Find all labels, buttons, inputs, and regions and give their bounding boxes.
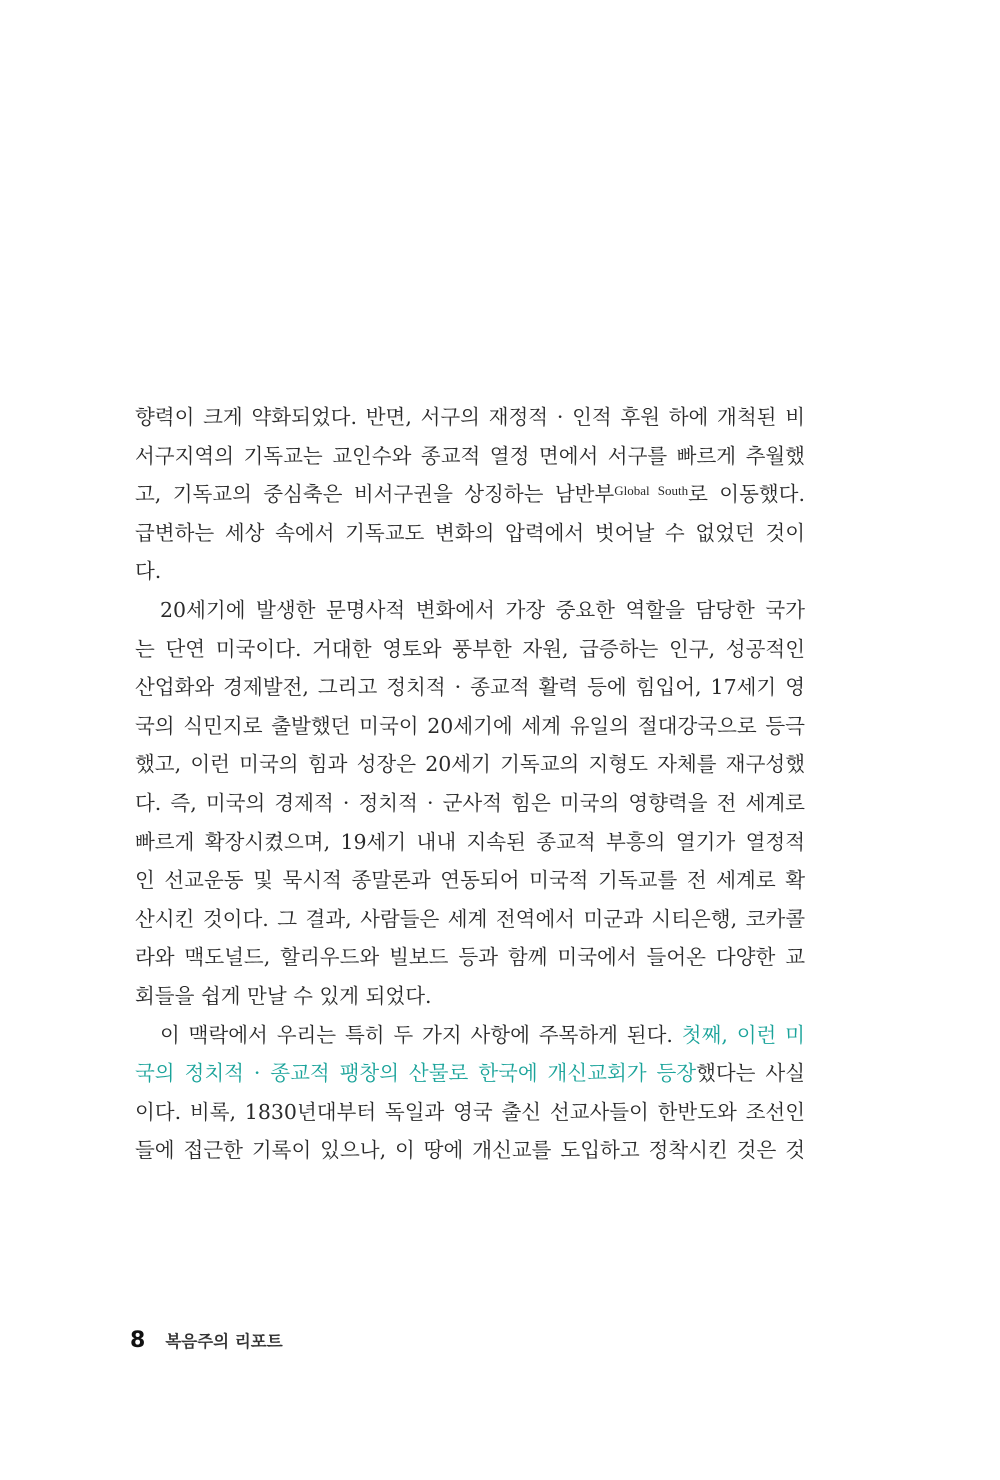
text-line: 빠르게 확장시켰으며, 19세기 내내 지속된 종교적 부흥의 열기가 열정적 (135, 829, 805, 854)
text-line: 회들을 쉽게 만날 수 있게 되었다. (135, 983, 432, 1008)
text-line (135, 1054, 805, 1093)
paragraph-3 (135, 1016, 805, 1170)
text-segment: 이 맥락에서 우리는 특히 두 가지 사항에 주목하게 된다. (160, 1022, 682, 1047)
text-line: 다. (135, 559, 162, 584)
text-segment: 고, 기독교의 중심축은 비서구권을 상징하는 남반부 (135, 482, 615, 507)
page-body (135, 398, 805, 1170)
highlighted-text: 첫째, 이런 미 (681, 1022, 805, 1047)
page-footer (130, 1320, 283, 1360)
running-title: 복음주의 리포트 (165, 1332, 283, 1351)
page-number: 8 (130, 1327, 146, 1353)
highlighted-text: 국의 정치적 · 종교적 팽창의 산물로 한국에 개신교회가 등장 (135, 1061, 697, 1086)
paragraph-1 (135, 398, 805, 591)
text-line: 20세기에 발생한 문명사적 변화에서 가장 중요한 역할을 담당한 국가 (160, 597, 805, 622)
text-line: 들에 접근한 기록이 있으나, 이 땅에 개신교를 도입하고 정착시킨 것은 것 (135, 1138, 805, 1163)
text-line: 산시킨 것이다. 그 결과, 사람들은 세계 전역에서 미군과 시티은행, 코카콜 (135, 906, 805, 931)
text-line: 이다. 비록, 1830년대부터 독일과 영국 출신 선교사들이 한반도와 조선인 (135, 1099, 805, 1124)
paragraph-2 (135, 591, 805, 1016)
text-line: 했고, 이런 미국의 힘과 성장은 20세기 기독교의 지형도 자체를 재구성했 (135, 752, 805, 777)
text-line: 인 선교운동 및 묵시적 종말론과 연동되어 미국적 기독교를 전 세계로 확 (135, 868, 805, 893)
text-line (135, 475, 805, 514)
text-line: 급변하는 세상 속에서 기독교도 변화의 압력에서 벗어날 수 없었던 것이 (135, 520, 805, 545)
text-line: 라와 맥도널드, 할리우드와 빌보드 등과 함께 미국에서 들어온 다양한 교 (135, 945, 805, 970)
text-line: 는 단연 미국이다. 거대한 영토와 풍부한 자원, 급증하는 인구, 성공적인 (135, 636, 805, 661)
text-line: 다. 즉, 미국의 경제적 · 정치적 · 군사적 힘은 미국의 영향력을 전 세계로 (135, 790, 805, 815)
text-line: 산업화와 경제발전, 그리고 정치적 · 종교적 활력 등에 힘입어, 17세기 영 (135, 675, 805, 700)
text-segment: 했다는 사실 (696, 1061, 806, 1086)
text-line (135, 1016, 805, 1055)
superscript-annotation: Global South (614, 483, 689, 499)
text-line: 국의 식민지로 출발했던 미국이 20세기에 세계 유일의 절대강국으로 등극 (135, 713, 805, 738)
text-line: 서구지역의 기독교는 교인수와 종교적 열정 면에서 서구를 빠르게 추월했 (135, 443, 805, 468)
text-line: 향력이 크게 약화되었다. 반면, 서구의 재정적 · 인적 후원 하에 개척된 비 (135, 405, 805, 429)
text-segment: 로 이동했다. (688, 482, 805, 507)
